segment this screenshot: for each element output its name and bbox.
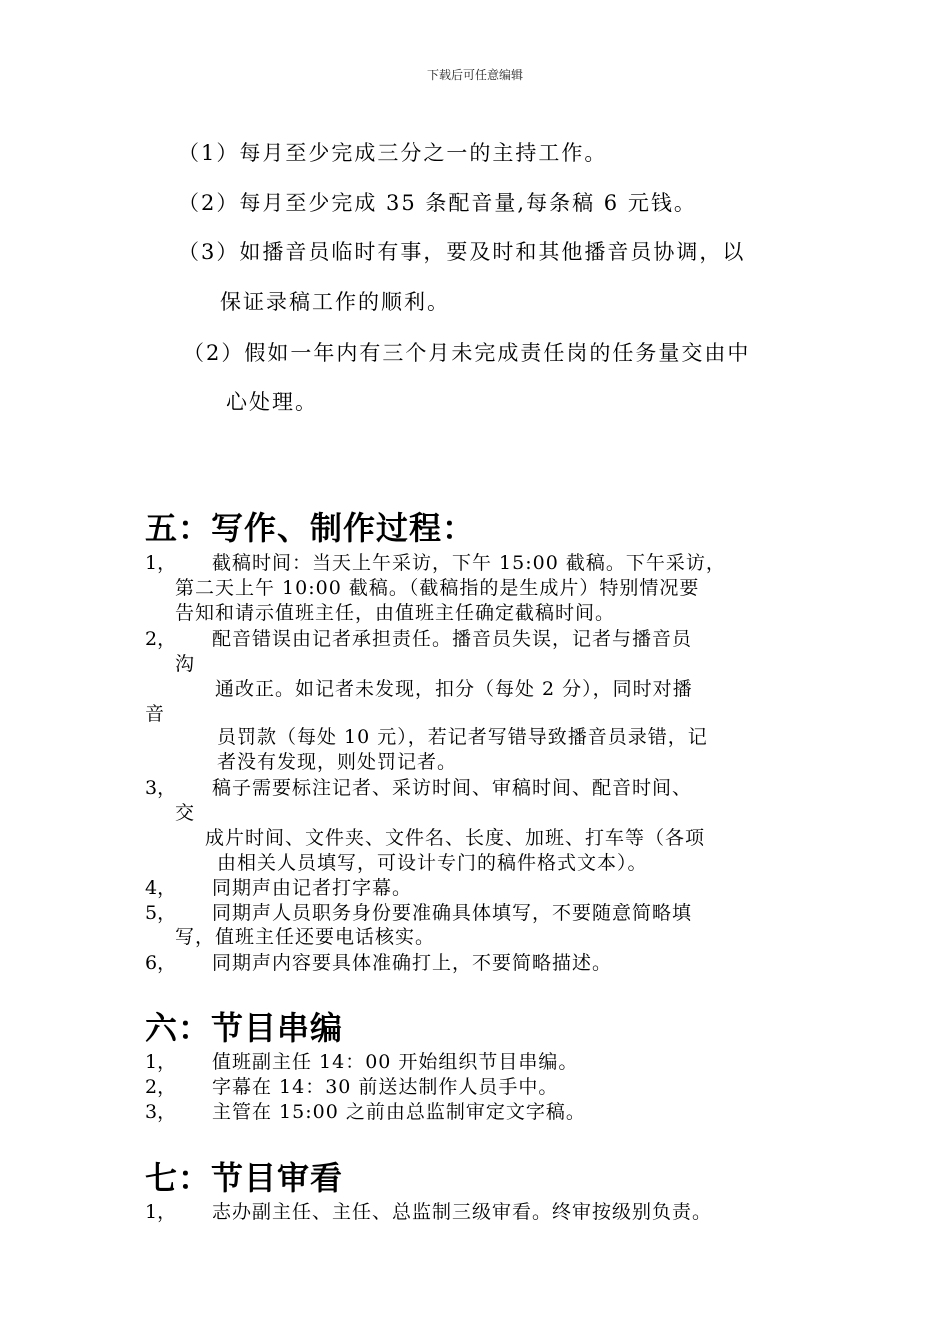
s5-item-3-line: 稿子需要标注记者、采访时间、审稿时间、配音时间、 [212,777,693,799]
s5-item-2-num: 2， [145,628,177,650]
s5-item-4-line: 同期声由记者打字幕。 [212,877,413,899]
s6-item-1-num: 1， [145,1051,177,1073]
s5-item-2-line: 沟 [175,653,196,675]
s5-item-5-line: 同期声人员职务身份要准确具体填写，不要随意简略填 [212,902,693,924]
s6-item-3-text: 主管在 15:00 之前由总监制审定文字稿。 [212,1101,586,1123]
duty-line-3-cont: 保证录稿工作的顺利。 [220,290,450,314]
s5-item-2-line: 员罚款（每处 10 元），若记者写错导致播音员录错，记 [217,726,708,748]
s6-item-3-num: 3， [145,1101,177,1123]
s5-item-5-line: 写，值班主任还要电话核实。 [175,926,436,948]
s5-item-6-num: 6， [145,952,177,974]
duty-line-2: （2）每月至少完成 35 条配音量,每条稿 6 元钱。 [178,191,697,215]
s5-item-2-line: 通改正。如记者未发现，扣分（每处 2 分），同时对播 [215,678,693,700]
s5-item-2-line: 者没有发现，则处罚记者。 [217,751,458,773]
section5-title: 五：写作、制作过程： [145,509,476,547]
duty-line-3: （3）如播音员临时有事，要及时和其他播音员协调，以 [178,240,746,264]
duty-line-4-cont: 心处理。 [226,390,318,414]
s5-item-1-num: 1， [145,552,177,574]
page-header: 下载后可任意编辑 [426,68,523,82]
s6-item-2-text: 字幕在 14：30 前送达制作人员手中。 [212,1076,559,1098]
s5-item-1-line: 告知和请示值班主任，由值班主任确定截稿时间。 [175,602,616,624]
duty-line-4: （2）假如一年内有三个月未完成责任岗的任务量交由中 [183,341,751,365]
s6-item-2-num: 2， [145,1076,177,1098]
s7-item-1-text: 志办副主任、主任、总监制三级审看。终审按级别负责。 [212,1201,713,1223]
section6-title: 六：节目串编 [145,1009,344,1047]
s5-item-1-line: 第二天上午 10:00 截稿。（截稿指的是生成片）特别情况要 [175,577,700,599]
s7-item-1-num: 1， [145,1201,177,1223]
s5-item-3-num: 3， [145,777,177,799]
s5-item-3-line: 交 [175,802,196,824]
s5-item-3-line: 由相关人员填写，可设计专门的稿件格式文本）。 [217,852,648,874]
s5-item-4-num: 4， [145,877,177,899]
s5-item-6-line: 同期声内容要具体准确打上，不要简略描述。 [212,952,613,974]
s5-item-2-line: 配音错误由记者承担责任。播音员失误，记者与播音员 [212,628,693,650]
section7-title: 七：节目审看 [145,1159,344,1197]
s5-item-3-line: 成片时间、文件夹、文件名、长度、加班、打车等（各项 [205,827,706,849]
s5-item-5-num: 5， [145,902,177,924]
s5-item-1-line: 截稿时间：当天上午采访，下午 15:00 截稿。下午采访， [212,552,726,574]
s6-item-1-text: 值班副主任 14：00 开始组织节目串编。 [212,1051,579,1073]
duty-line-1: （1）每月至少完成三分之一的主持工作。 [178,141,608,165]
s5-item-2-line: 音 [145,703,166,725]
